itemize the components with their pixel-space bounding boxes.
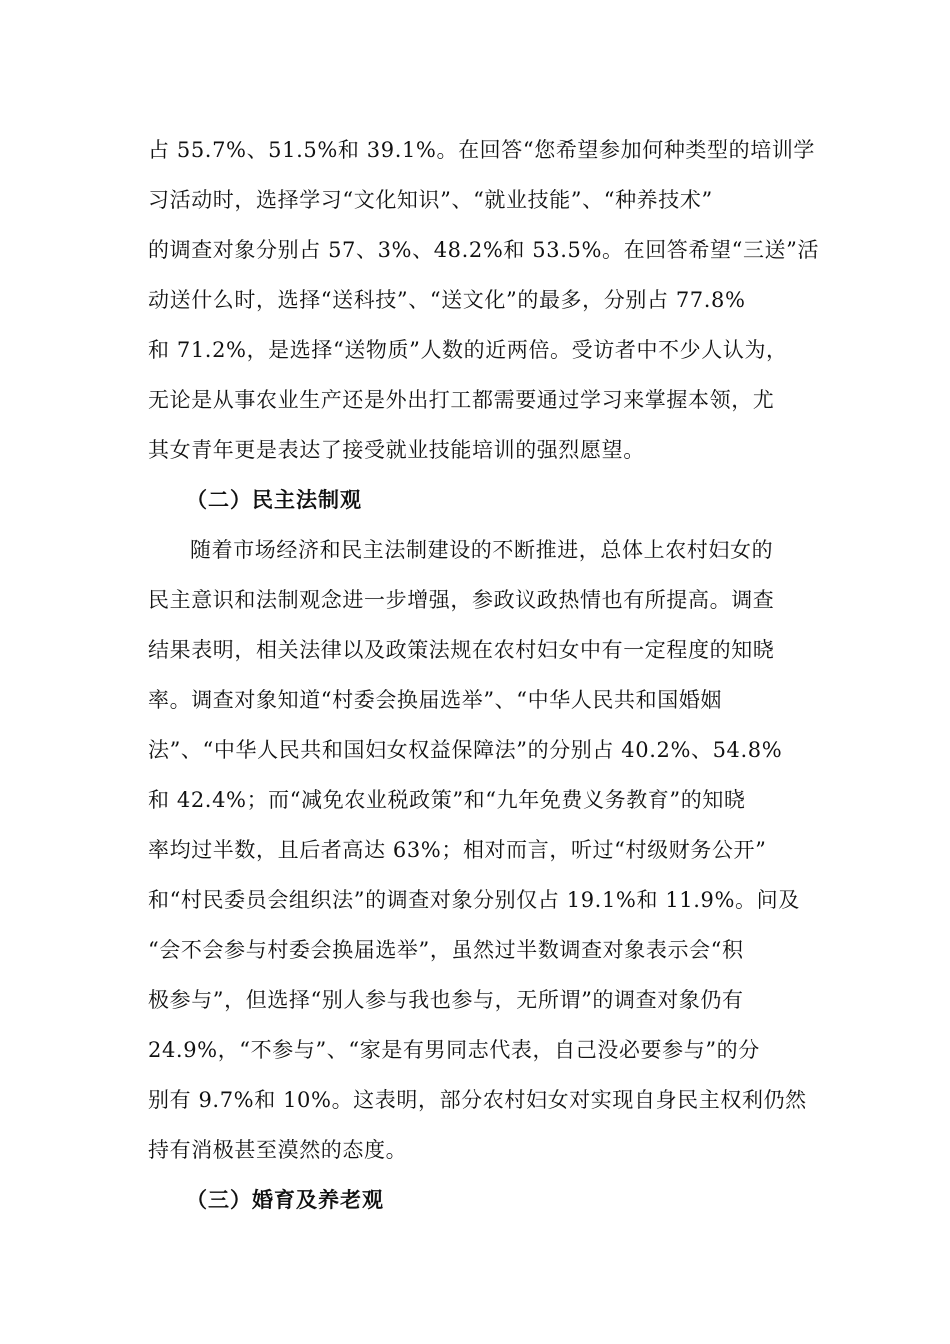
paragraph-line: 动送什么时，选择“送科技”、“送文化”的最多，分别占 77.8%: [148, 288, 746, 312]
paragraph-line: 民主意识和法制观念进一步增强，参政议政热情也有所提高。调查: [148, 588, 775, 612]
paragraph-line: “会不会参与村委会换届选举”，虽然过半数调查对象表示会“积: [148, 938, 744, 962]
paragraph-line: 法”、“中华人民共和国妇女权益保障法”的分别占 40.2%、54.8%: [148, 738, 783, 762]
section-heading: （三）婚育及养老观: [186, 1188, 384, 1212]
paragraph-line: 别有 9.7%和 10%。这表明，部分农村妇女对实现自身民主权利仍然: [148, 1088, 807, 1112]
paragraph-line: 率。调查对象知道“村委会换届选举”、“中华人民共和国婚姻: [148, 688, 723, 712]
paragraph-line: 其女青年更是表达了接受就业技能培训的强烈愿望。: [148, 438, 645, 462]
paragraph-line: 24.9%，“不参与”、“家是有男同志代表，自己没必要参与”的分: [148, 1038, 760, 1062]
paragraph-line: 随着市场经济和民主法制建设的不断推进，总体上农村妇女的: [190, 538, 774, 562]
paragraph-line: 和 71.2%，是选择“送物质”人数的近两倍。受访者中不少人认为，: [148, 338, 788, 362]
paragraph-line: 和“村民委员会组织法”的调查对象分别仅占 19.1%和 11.9%。问及: [148, 888, 800, 912]
paragraph-line: 和 42.4%；而“减免农业税政策”和“九年免费义务教育”的知晓: [148, 788, 746, 812]
paragraph-line: 持有消极甚至漠然的态度。: [148, 1138, 408, 1162]
paragraph-line: 占 55.7%、51.5%和 39.1%。在回答“您希望参加何种类型的培训学: [148, 138, 816, 162]
paragraph-line: 极参与”，但选择“别人参与我也参与，无所谓”的调查对象仍有: [148, 988, 744, 1012]
paragraph-line: 率均过半数，且后者高达 63%；相对而言，听过“村级财务公开”: [148, 838, 767, 862]
paragraph-line: 结果表明，相关法律以及政策法规在农村妇女中有一定程度的知晓: [148, 638, 775, 662]
paragraph-line: 习活动时，选择学习“文化知识”、“就业技能”、“种养技术”: [148, 188, 713, 212]
paragraph-line: 的调查对象分别占 57、3%、48.2%和 53.5%。在回答希望“三送”活: [148, 238, 820, 262]
section-heading: （二）民主法制观: [186, 488, 362, 512]
paragraph-line: 无论是从事农业生产还是外出打工都需要通过学习来掌握本领，尤: [148, 388, 775, 412]
